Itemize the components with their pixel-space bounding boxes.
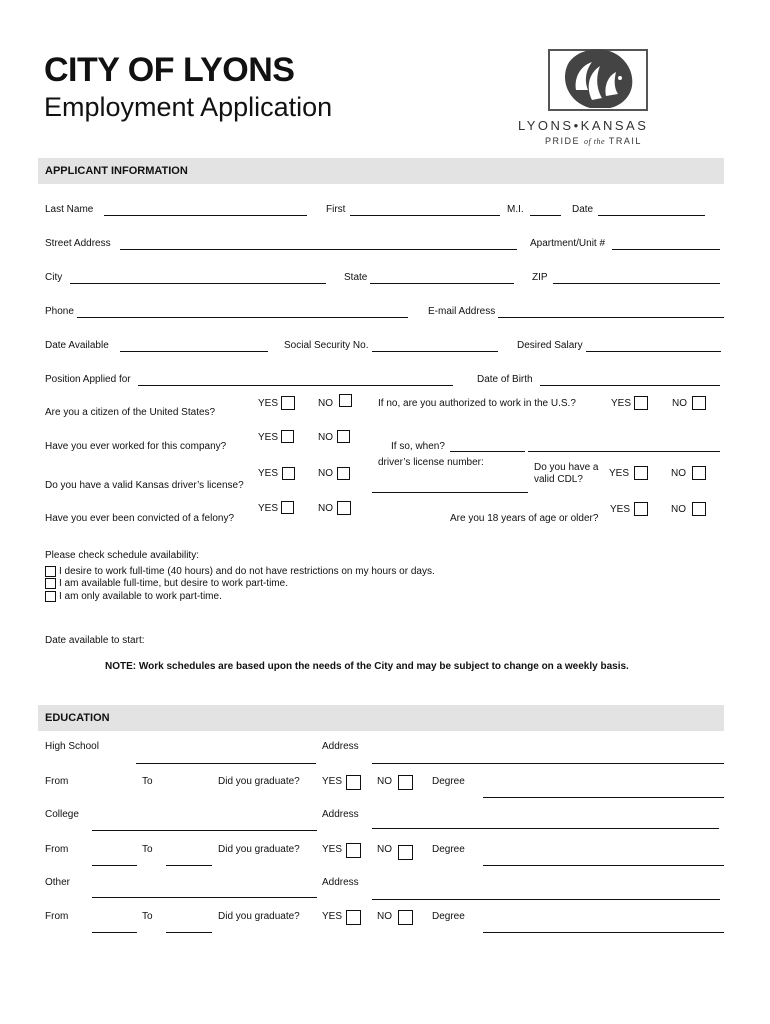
state-field[interactable] <box>370 283 514 284</box>
worked-when-field-a[interactable] <box>450 451 525 452</box>
cdl-yes-label: YES <box>609 468 630 479</box>
cdl-yes-checkbox[interactable] <box>634 466 648 480</box>
high-school-yes-label: YES <box>322 776 343 787</box>
cdl-question-line2: valid CDL? <box>534 474 583 485</box>
form-subtitle: Employment Application <box>44 92 333 122</box>
other-yes-label: YES <box>322 911 343 922</box>
phone-field[interactable] <box>77 317 408 318</box>
schedule-note: NOTE: Work schedules are based upon the needs of the City and may be subject to change on a weekly basis. <box>105 661 629 672</box>
college-label: College <box>45 809 79 820</box>
schedule-option-3-checkbox[interactable] <box>45 591 56 602</box>
college-address-field[interactable] <box>372 828 719 829</box>
college-graduate-question: Did you graduate? <box>218 844 300 855</box>
section-applicant-header <box>38 158 724 184</box>
schedule-option-3-label: I am only available to work part-time. <box>59 591 222 602</box>
worked-no-label: NO <box>318 432 333 443</box>
city-field[interactable] <box>70 283 326 284</box>
other-graduate-question: Did you graduate? <box>218 911 300 922</box>
high-school-to-label: To <box>142 776 153 787</box>
position-label: Position Applied for <box>45 374 131 385</box>
ssn-field[interactable] <box>372 351 498 352</box>
first-name-label: First <box>326 204 346 215</box>
section-education-header <box>38 705 724 731</box>
high-school-address-label: Address <box>322 741 359 752</box>
mi-field[interactable] <box>530 215 561 216</box>
citizen-no-checkbox[interactable] <box>339 394 352 407</box>
high-school-degree-label: Degree <box>432 776 465 787</box>
college-yes-label: YES <box>322 844 343 855</box>
other-degree-field[interactable] <box>483 932 724 933</box>
form-title: CITY OF LYONS <box>44 51 295 89</box>
worked-no-checkbox[interactable] <box>337 430 350 443</box>
street-label: Street Address <box>45 238 111 249</box>
felony-question: Have you ever been convicted of a felony? <box>45 513 235 524</box>
start-date-label: Date available to start: <box>45 635 145 646</box>
license-no-checkbox[interactable] <box>337 467 350 480</box>
desired-salary-field[interactable] <box>586 351 721 352</box>
schedule-option-2-label: I am available full-time, but desire to work part-time. <box>59 578 288 589</box>
high-school-degree-field[interactable] <box>483 797 724 798</box>
license-number-field[interactable] <box>372 492 528 493</box>
other-from-field[interactable] <box>92 932 137 933</box>
college-no-label: NO <box>377 844 392 855</box>
license-no-label: NO <box>318 468 333 479</box>
worked-yes-checkbox[interactable] <box>281 430 294 443</box>
section-title: APPLICANT INFORMATION <box>45 165 188 177</box>
age-yes-checkbox[interactable] <box>634 502 648 516</box>
mi-label: M.I. <box>507 204 524 215</box>
position-field[interactable] <box>138 385 453 386</box>
age-yes-label: YES <box>610 504 631 515</box>
email-field[interactable] <box>498 317 724 318</box>
cdl-no-label: NO <box>671 468 686 479</box>
cdl-question-line1: Do you have a <box>534 462 599 473</box>
age-no-checkbox[interactable] <box>692 502 706 516</box>
zip-field[interactable] <box>553 283 720 284</box>
age-no-label: NO <box>671 504 686 515</box>
authorized-question: If no, are you authorized to work in the U.S.? <box>378 398 576 409</box>
license-yes-checkbox[interactable] <box>282 467 295 480</box>
citizen-no-label: NO <box>318 398 333 409</box>
other-degree-label: Degree <box>432 911 465 922</box>
high-school-address-field[interactable] <box>372 763 724 764</box>
logo-brand-text: LYONS•KANSAS <box>518 118 649 133</box>
schedule-heading: Please check schedule availability: <box>45 550 199 561</box>
street-field[interactable] <box>120 249 517 250</box>
citizen-question: Are you a citizen of the United States? <box>45 407 216 418</box>
authorized-no-checkbox[interactable] <box>692 396 706 410</box>
high-school-label: High School <box>45 741 99 752</box>
worked-when-field-b[interactable] <box>528 451 720 452</box>
schedule-option-1-checkbox[interactable] <box>45 566 56 577</box>
schedule-option-2-checkbox[interactable] <box>45 578 56 589</box>
age-question: Are you 18 years of age or older? <box>450 513 599 524</box>
citizen-yes-checkbox[interactable] <box>281 396 295 410</box>
schedule-option-1-label: I desire to work full-time (40 hours) and do not have restrictions on my hours or days. <box>59 566 435 577</box>
worked-question: Have you ever worked for this company? <box>45 441 227 452</box>
authorized-yes-label: YES <box>611 398 632 409</box>
high-school-field[interactable] <box>136 763 316 764</box>
college-yes-checkbox[interactable] <box>346 843 361 858</box>
college-from-field[interactable] <box>92 865 137 866</box>
state-label: State <box>344 272 368 283</box>
last-name-field[interactable] <box>104 215 307 216</box>
college-address-label: Address <box>322 809 359 820</box>
apt-label: Apartment/Unit # <box>530 238 606 249</box>
college-degree-label: Degree <box>432 844 465 855</box>
date-available-label: Date Available <box>45 340 109 351</box>
last-name-label: Last Name <box>45 204 94 215</box>
desired-salary-label: Desired Salary <box>517 340 583 351</box>
felony-yes-label: YES <box>258 503 279 514</box>
college-to-field[interactable] <box>166 865 212 866</box>
felony-no-checkbox[interactable] <box>337 501 351 515</box>
zip-label: ZIP <box>532 272 548 283</box>
authorized-no-label: NO <box>672 398 687 409</box>
college-degree-field[interactable] <box>483 865 724 866</box>
license-yes-label: YES <box>258 468 279 479</box>
ssn-label: Social Security No. <box>284 340 369 351</box>
worked-when-label: If so, when? <box>391 441 445 452</box>
other-to-label: To <box>142 911 153 922</box>
date-label: Date <box>572 204 594 215</box>
high-school-yes-checkbox[interactable] <box>346 775 361 790</box>
license-number-label: driver’s license number: <box>378 457 484 468</box>
other-yes-checkbox[interactable] <box>346 910 361 925</box>
high-school-from-label: From <box>45 776 69 787</box>
section-title: EDUCATION <box>45 712 110 724</box>
other-no-label: NO <box>377 911 392 922</box>
worked-yes-label: YES <box>258 432 279 443</box>
apt-field[interactable] <box>612 249 720 250</box>
dob-field[interactable] <box>540 385 720 386</box>
date-field[interactable] <box>598 215 705 216</box>
date-available-field[interactable] <box>120 351 268 352</box>
city-label: City <box>45 272 63 283</box>
college-from-label: From <box>45 844 69 855</box>
high-school-no-label: NO <box>377 776 392 787</box>
college-no-checkbox[interactable] <box>398 845 413 860</box>
phone-label: Phone <box>45 306 74 317</box>
citizen-yes-label: YES <box>258 398 279 409</box>
other-address-label: Address <box>322 877 359 888</box>
felony-no-label: NO <box>318 503 333 514</box>
other-address-field[interactable] <box>372 899 720 900</box>
other-no-checkbox[interactable] <box>398 910 413 925</box>
first-name-field[interactable] <box>350 215 500 216</box>
felony-yes-checkbox[interactable] <box>281 501 294 514</box>
other-field[interactable] <box>92 897 317 898</box>
college-field[interactable] <box>92 830 317 831</box>
cdl-no-checkbox[interactable] <box>692 466 706 480</box>
other-label: Other <box>45 877 71 888</box>
license-question: Do you have a valid Kansas driver’s license? <box>45 480 244 491</box>
other-from-label: From <box>45 911 69 922</box>
other-to-field[interactable] <box>166 932 212 933</box>
email-label: E-mail Address <box>428 306 496 317</box>
high-school-no-checkbox[interactable] <box>398 775 413 790</box>
authorized-yes-checkbox[interactable] <box>634 396 648 410</box>
college-to-label: To <box>142 844 153 855</box>
high-school-graduate-question: Did you graduate? <box>218 776 300 787</box>
lyons-logo-icon <box>546 44 652 114</box>
dob-label: Date of Birth <box>477 374 533 385</box>
logo-tagline: PRIDE of the TRAIL <box>545 136 642 146</box>
